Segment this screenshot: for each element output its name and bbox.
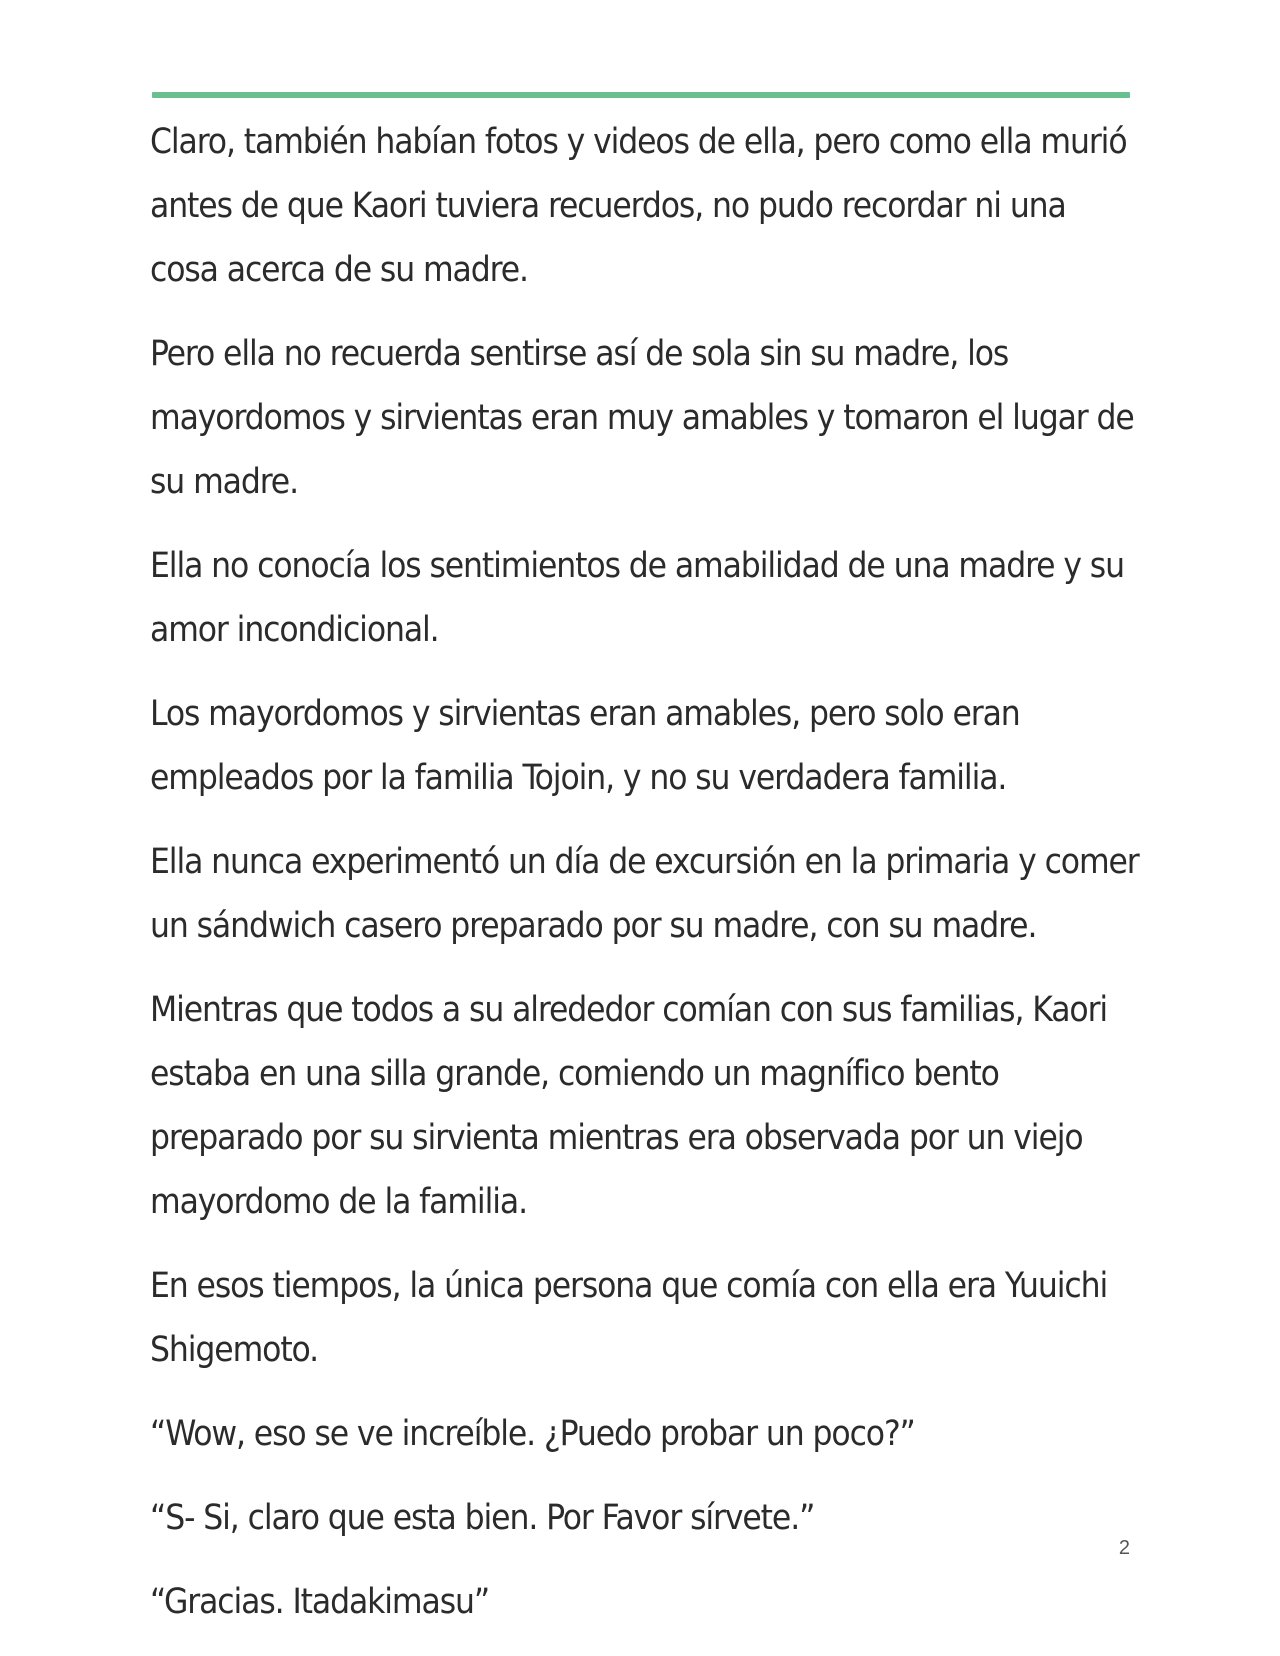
dialogue-line: “S- Si, claro que esta bien. Por Favor sírvete.” <box>150 1498 815 1538</box>
paragraph: Los mayordomos y sirvientas eran amables, pero solo eran empleados por la familia Tojoin, y no su verdadera familia. <box>150 694 1020 798</box>
paragraph: Ella nunca experimentó un día de excursión en la primaria y comer un sándwich casero preparado por su madre, con su madre. <box>150 842 1139 946</box>
page-number: 2 <box>1118 1537 1130 1559</box>
paragraph: Ella no conocía los sentimientos de amabilidad de una madre y su amor incondicional. <box>150 546 1124 650</box>
top-divider <box>152 92 1130 98</box>
body-text <box>150 110 1140 1654</box>
paragraph: Mientras que todos a su alrededor comían con sus familias, Kaori estaba en una silla grande, comiendo un magnífico bento preparado por su sirvienta mientras era observada por un viejo mayordomo de la familia. <box>150 990 1108 1222</box>
paragraph: Pero ella no recuerda sentirse así de sola sin su madre, los mayordomos y sirvientas eran muy amables y tomaron el lugar de su madre. <box>150 334 1134 502</box>
dialogue-line: “Wow, eso se ve increíble. ¿Puedo probar un poco?” <box>150 1414 915 1454</box>
paragraph: En esos tiempos, la única persona que comía con ella era Yuuichi Shigemoto. <box>150 1266 1108 1370</box>
dialogue-line: “Gracias. Itadakimasu” <box>150 1582 490 1622</box>
paragraph: Claro, también habían fotos y videos de ella, pero como ella murió antes de que Kaori tuviera recuerdos, no pudo recordar ni una cosa acerca de su madre. <box>150 122 1127 290</box>
